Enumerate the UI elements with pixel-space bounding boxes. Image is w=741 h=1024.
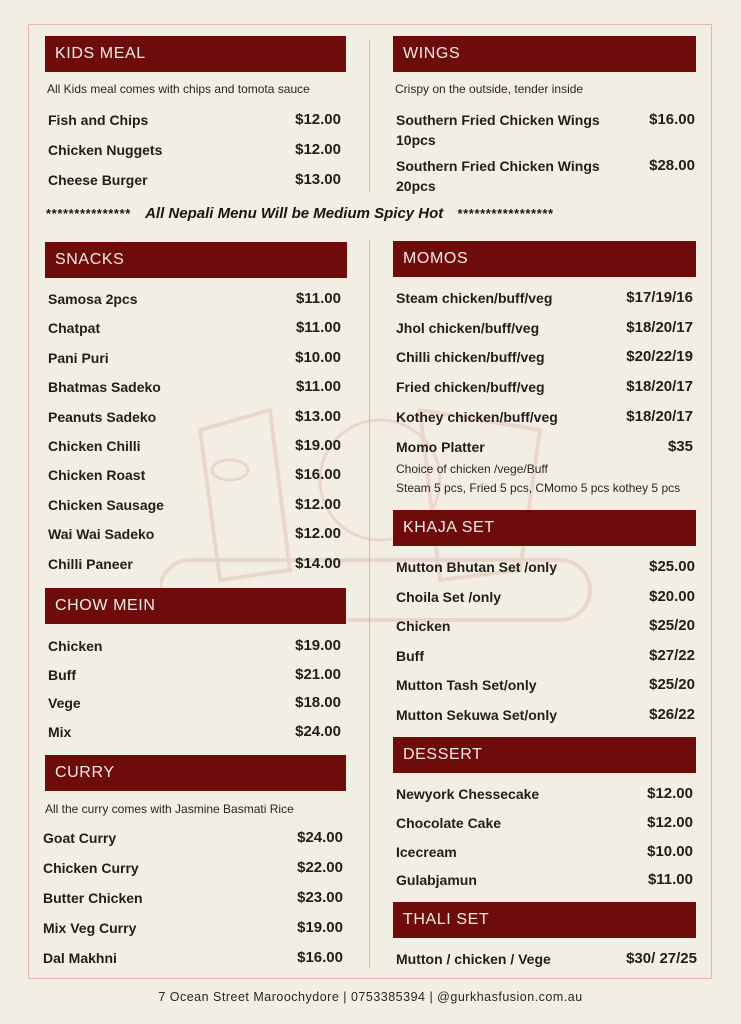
item-price: $13.00 [295,407,341,425]
item-price: $18/20/17 [626,407,693,425]
item-price: $16.00 [295,466,341,484]
item-name: Chicken Sausage [48,496,164,513]
banner-stars-left: *************** [46,206,131,221]
item-name: Choila Set /only [396,588,502,605]
item-price: $11.00 [295,319,341,337]
thali-set-header: THALI SET [393,902,696,938]
snacks-header: SNACKS [45,242,347,278]
item-name-line1: Southern Fried Chicken Wings [396,158,600,174]
item-price: $17/19/16 [626,289,693,306]
item-price: $30/ 27/25 [626,950,697,967]
item-name: Chatpat [48,320,101,337]
item-name: Newyork Chessecake [396,786,540,802]
item-price: $12.00 [295,141,341,158]
item-price: $26/22 [649,705,695,723]
banner-stars-right: ***************** [457,206,554,221]
wings-note: Crispy on the outside, tender inside [395,82,584,96]
kids-meal-note: All Kids meal comes with chips and tomota sauce [47,82,310,96]
item-name: Mutton Bhutan Set /only [396,559,557,575]
item-name: Vege [48,695,81,711]
dessert-header: DESSERT [393,737,696,773]
item-name: Chilli Paneer [48,555,133,572]
item-name: Icecream [396,843,457,860]
item-name: Buff [396,647,424,664]
item-price: $21.00 [295,665,341,683]
item-name: Steam chicken/buff/veg [396,290,553,306]
spicy-banner [46,203,696,225]
item-price: $24.00 [295,722,341,740]
item-price: $27/22 [649,646,695,664]
column-divider-top [369,40,370,192]
kids-meal-header: KIDS MEAL [45,36,346,72]
curry-header: CURRY [45,755,346,791]
item-price: $10.00 [295,348,341,366]
item-name: Chicken [396,618,451,634]
item-name: Mutton / chicken / Vege [396,951,551,967]
item-name: Wai Wai Sadeko [48,526,155,543]
item-price: $22.00 [297,859,343,876]
item-name: Chicken Nuggets [48,142,163,158]
item-price: $11.00 [295,290,341,307]
khaja-set-header: KHAJA SET [393,510,696,546]
item-name: Fish and Chips [48,112,149,128]
item-name: Chicken Chilli [48,438,141,454]
footer-contact: 7 Ocean Street Maroochydore | 0753385394 | @gurkhasfusion.com.au [158,990,583,1004]
item-name: Chicken Curry [43,860,139,876]
item-name: Samosa 2pcs [48,291,138,307]
item-price: $25.00 [649,558,695,575]
item-price: $18.00 [295,694,341,711]
curry-note: All the curry comes with Jasmine Basmati Rice [45,802,294,816]
item-name: Chocolate Cake [396,814,502,831]
item-name: Cheese Burger [48,172,148,188]
item-price: $14.00 [295,554,341,572]
item-name-line2: 10pcs [396,132,436,148]
item-price: $19.00 [297,919,343,936]
item-price: $12.00 [295,111,341,128]
item-name: Mutton Tash Set/only [396,677,537,693]
item-name: Goat Curry [43,830,117,846]
item-price: $12.00 [295,495,341,513]
item-name: Bhatmas Sadeko [48,379,161,396]
item-name-line1: Southern Fried Chicken Wings [396,112,600,128]
item-name: Butter Chicken [43,890,143,906]
item-price: $20/22/19 [626,348,693,366]
item-price: $10.00 [647,842,693,860]
item-name: Chicken Roast [48,467,146,484]
item-name: Fried chicken/buff/veg [396,379,545,396]
item-name: Pani Puri [48,349,109,366]
item-name: Dal Makhni [43,950,117,966]
item-price: $23.00 [297,889,343,906]
item-price: $13.00 [295,171,341,188]
item-price: $25/20 [649,617,695,634]
item-name-line2: 20pcs [396,178,436,194]
item-name: Mix [48,723,72,740]
menu-item [396,156,695,196]
item-price: $18/20/17 [626,378,693,396]
item-name: Buff [48,666,76,683]
item-price: $12.00 [647,813,693,831]
item-price: $19.00 [295,637,341,654]
chow-mein-header: CHOW MEIN [45,588,346,624]
item-name: Mutton Sekuwa Set/only [396,706,558,723]
item-name: Momo Platter [396,438,485,455]
wings-header: WINGS [393,36,696,72]
item-price: $20.00 [649,587,695,605]
momo-platter-note-2: Steam 5 pcs, Fried 5 pcs, CMomo 5 pcs kothey 5 pcs [396,481,681,495]
item-price: $16.00 [297,949,343,966]
item-name: Mix Veg Curry [43,920,137,936]
item-price: $18/20/17 [626,318,693,336]
item-name: Jhol chicken/buff/veg [396,319,540,336]
menu-item [396,110,695,150]
item-price: $16.00 [649,111,695,128]
item-price: $19.00 [295,437,341,454]
item-name: Kothey chicken/buff/veg [396,408,558,425]
item-name: Chilli chicken/buff/veg [396,349,545,366]
item-price: $11.00 [295,378,341,396]
item-price: $24.00 [297,829,343,846]
item-price: $25/20 [649,676,695,693]
momo-platter-note-1: Choice of chicken /vege/Buff [396,462,548,476]
momos-header: MOMOS [393,241,696,277]
item-price: $28.00 [649,157,695,174]
item-name: Peanuts Sadeko [48,408,157,425]
item-price: $35 [667,437,693,455]
item-name: Chicken [48,638,103,654]
item-price: $11.00 [647,871,693,889]
item-price: $12.00 [295,525,341,543]
item-price: $12.00 [647,785,693,802]
banner-text: All Nepali Menu Will be Medium Spicy Hot [145,205,444,222]
item-name: Gulabjamun [396,872,477,889]
